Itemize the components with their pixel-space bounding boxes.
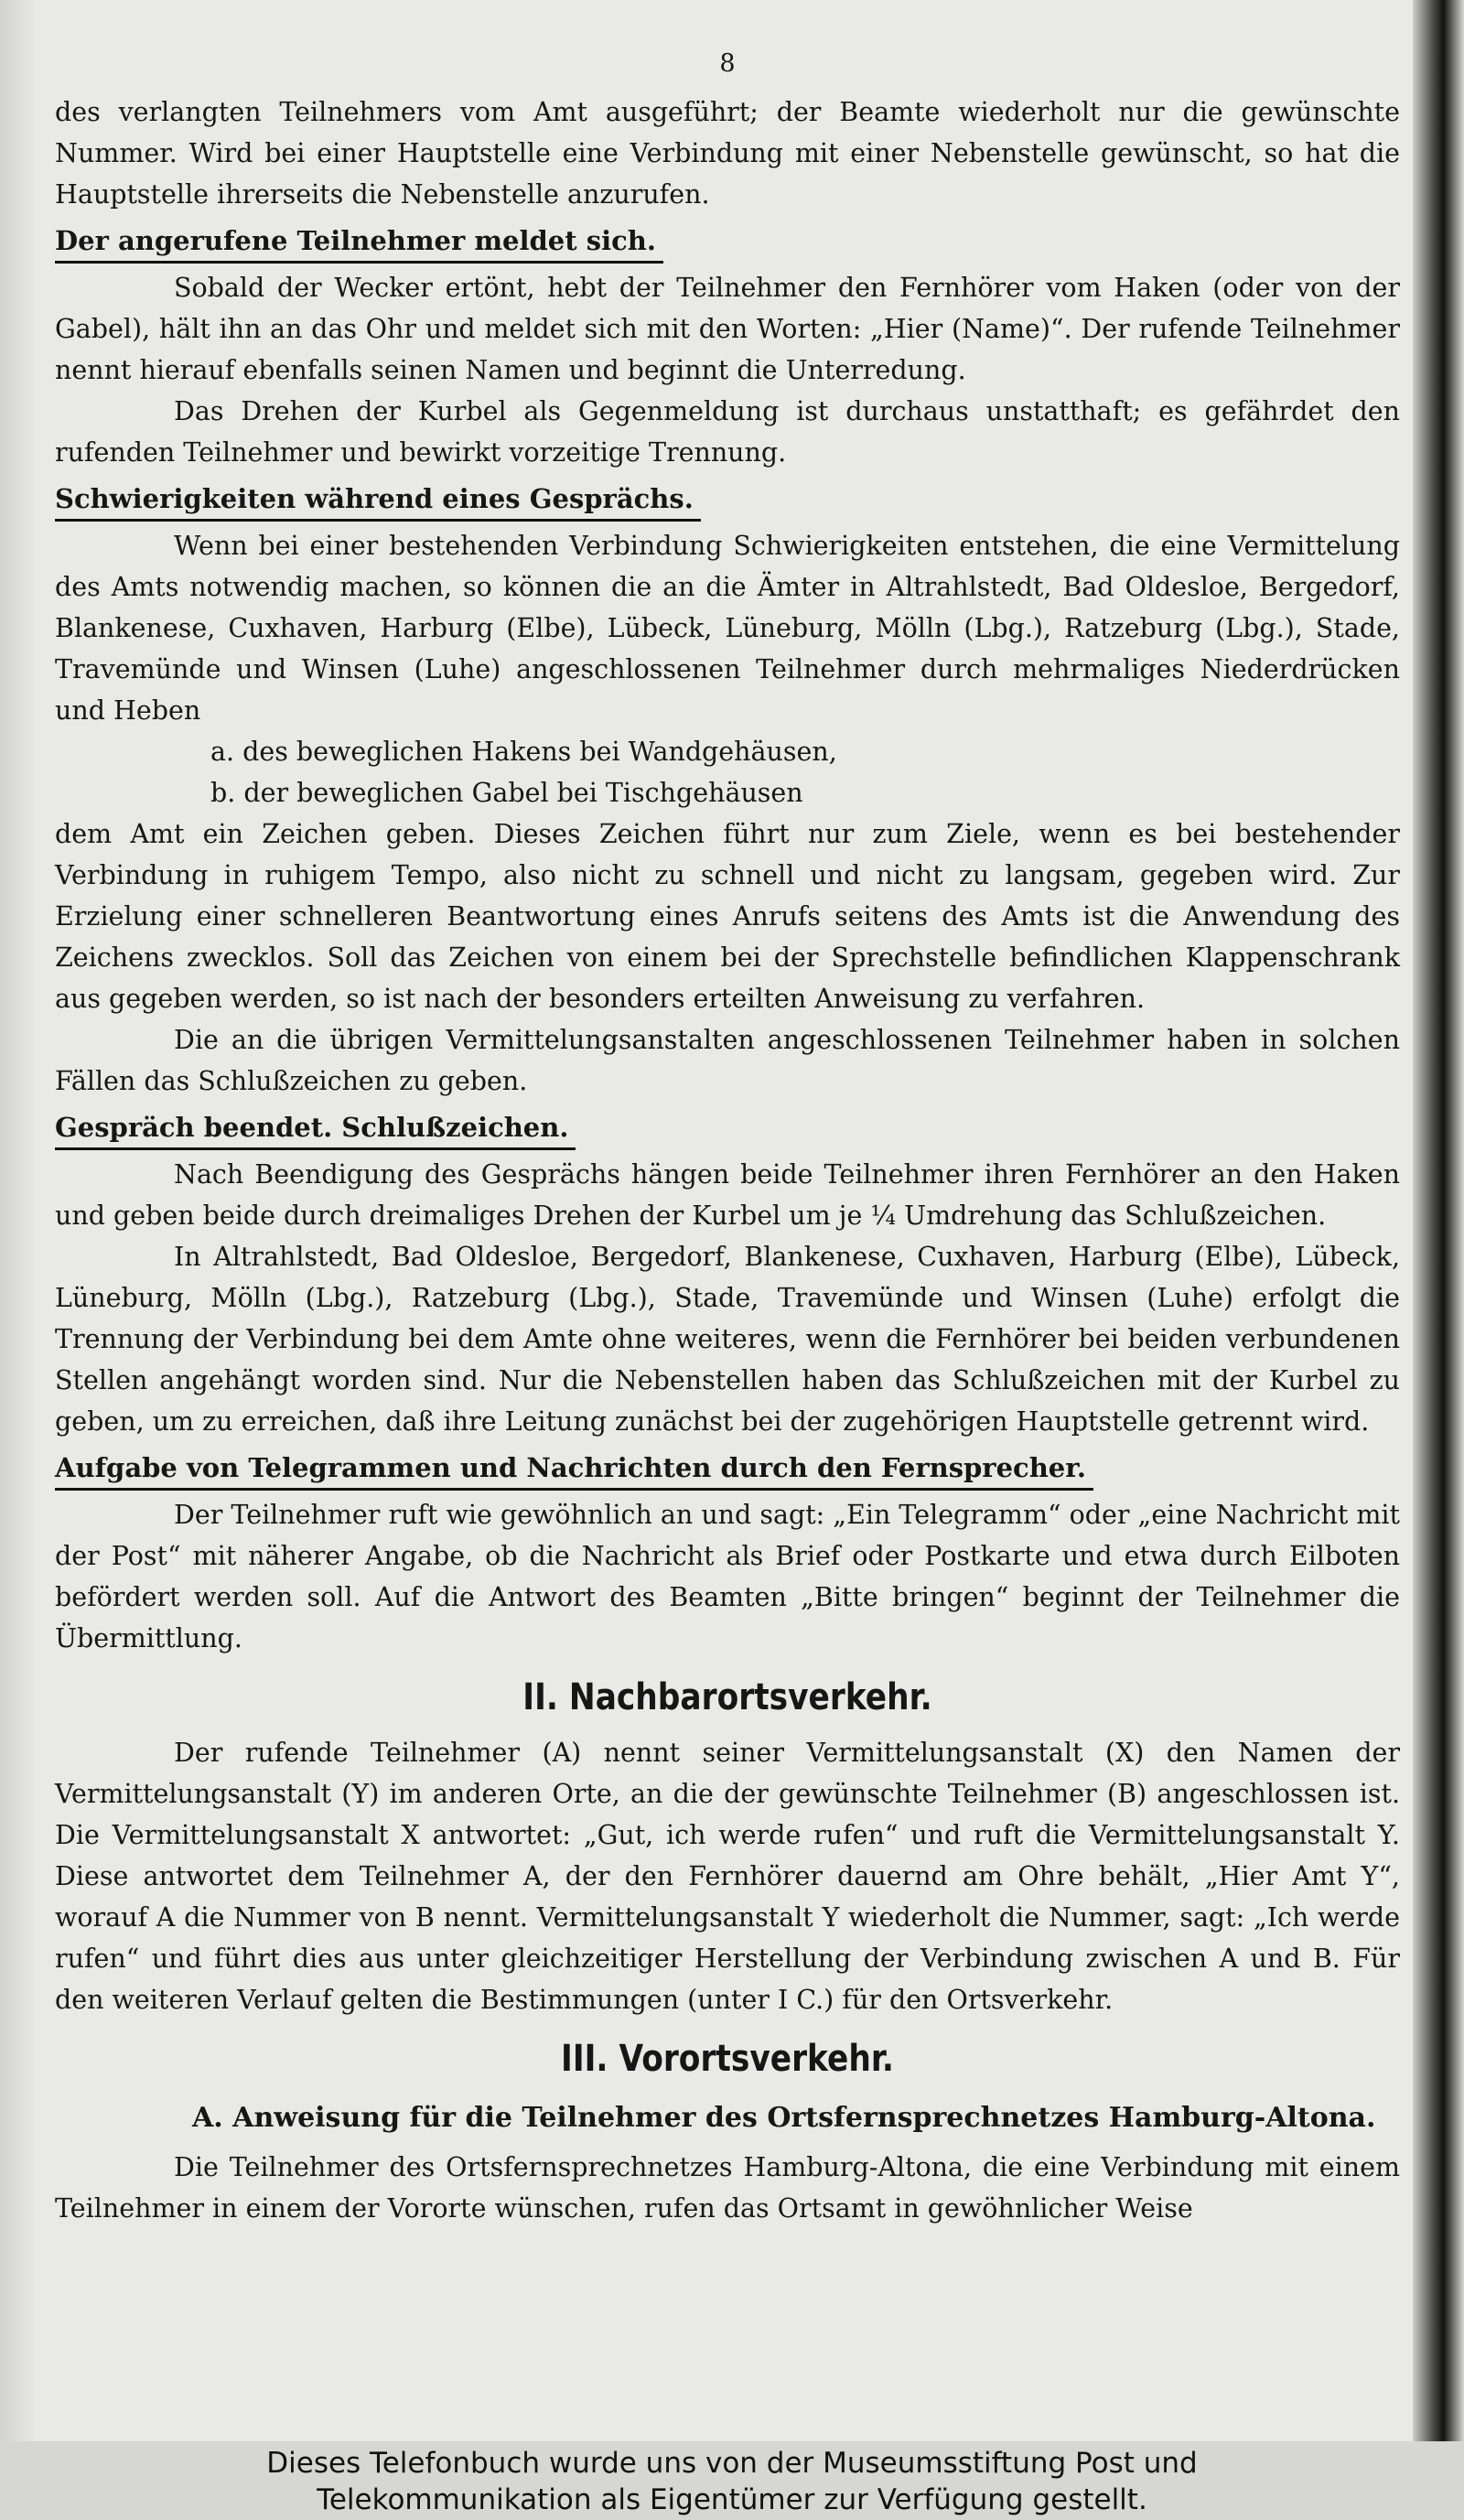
page-edge-shadow-right xyxy=(1413,0,1464,2441)
paragraph-beendet-1: Nach Beendigung des Gesprächs hängen beide Teilnehmer ihren Fernhörer an den Haken und geben beide durch dreimaliges Drehen der Kurbel um je ¼ Umdrehung das Schlußzeichen. xyxy=(55,1159,1400,1231)
subsection-title-anweisung: A. Anweisung für die Teilnehmer des Ortsfernsprechnetzes Hamburg-Altona. xyxy=(192,2102,1376,2134)
heading-teilnehmer-meldet-sich: Der angerufene Teilnehmer meldet sich. xyxy=(55,221,663,264)
paragraph-intro: des verlangten Teilnehmers vom Amt ausgeführt; der Beamte wiederholt nur die gewünschte Nummer. Wird bei einer Hauptstelle eine Verbindung mit einer Nebenstelle gewünscht, so hat die Hauptstelle ihrerseits die Nebenstelle anzurufen. xyxy=(55,97,1400,210)
heading-telegramme: Aufgabe von Telegrammen und Nachrichten durch den Fernsprecher. xyxy=(55,1448,1093,1491)
paragraph-schwierigkeiten-1: Wenn bei einer bestehenden Verbindung Schwierigkeiten entstehen, die eine Vermittelung des Amts notwendig machen, so können die an die Ämter in Altrahlstedt, Bad Oldesloe, Bergedorf, Blankenese, Cuxhaven, Harburg (Elbe), Lübeck, Lüneburg, Mölln (Lbg.), Ratzeburg (Lbg.), Stade, Travemünde und Winsen (Luhe) angeschlossenen Teilnehmer durch mehrmaliges Niederdrücken und Heben xyxy=(55,531,1400,726)
paragraph-meldet-1: Sobald der Wecker ertönt, hebt der Teilnehmer den Fernhörer vom Haken (oder von der Gabel), hält ihn an das Ohr und meldet sich mit den Worten: „Hier (Name)“. Der rufende Teilnehmer nennt hierauf ebenfalls seinen Namen und beginnt die Unterredung. xyxy=(55,273,1400,385)
paragraph-beendet-2: In Altrahlstedt, Bad Oldesloe, Bergedorf, Blankenese, Cuxhaven, Harburg (Elbe), Lübeck, Lüneburg, Mölln (Lbg.), Ratzeburg (Lbg.), Stade, Travemünde und Winsen (Luhe) erfolgt die Trennung der Verbindung bei dem Amte ohne weiteres, wenn die Fernhörer bei beiden verbundenen Stellen angehängt worden sind. Nur die Nebenstellen haben das Schlußzeichen mit der Kurbel zu geben, um zu erreichen, daß ihre Leitung zunächst bei der zugehörigen Hauptstelle getrennt wird. xyxy=(55,1242,1400,1437)
paragraph-meldet-2: Das Drehen der Kurbel als Gegenmeldung ist durchaus unstatthaft; es gefährdet den rufenden Teilnehmer und bewirkt vorzeitige Trennung. xyxy=(55,396,1400,468)
page-number: 8 xyxy=(719,49,736,78)
section-title-vorortsverkehr: III. Vorortsverkehr. xyxy=(561,2038,894,2080)
paragraph-anweisung: Die Teilnehmer des Ortsfernsprechnetzes Hamburg-Altona, die eine Verbindung mit einem Teilnehmer in einem der Vororte wünschen, rufen das Ortsamt in gewöhnlicher Weise xyxy=(55,2152,1400,2224)
list-item-a: a. des beweglichen Hakens bei Wandgehäusen, xyxy=(210,737,837,767)
list-item-b: b. der beweglichen Gabel bei Tischgehäusen xyxy=(210,778,803,808)
footer-line-2: Telekommunikation als Eigentümer zur Verfügung gestellt. xyxy=(317,2483,1147,2516)
heading-gespraech-beendet: Gespräch beendet. Schlußzeichen. xyxy=(55,1107,576,1150)
section-title-nachbarortsverkehr: II. Nachbarortsverkehr. xyxy=(522,1676,932,1718)
paragraph-nachbarortsverkehr: Der rufende Teilnehmer (A) nennt seiner Vermittelungsanstalt (X) den Namen der Vermittelungsanstalt (Y) im anderen Orte, an die der gewünschte Teilnehmer (B) angeschlossen ist. Die Vermittelungsanstalt X antwortet: „Gut, ich werde rufen“ und ruft die Vermittelungsanstalt Y. Diese antwortet dem Teilnehmer A, der den Fernhörer dauernd am Ohre behält, „Hier Amt Y“, worauf A die Nummer von B nennt. Vermittelungsanstalt Y wiederholt die Nummer, sagt: „Ich werde rufen“ und führt dies aus unter gleichzeitiger Herstellung der Verbindung zwischen A und B. Für den weiteren Verlauf gelten die Bestimmungen (unter I C.) für den Ortsverkehr. xyxy=(55,1738,1400,2015)
footer-line-1: Dieses Telefonbuch wurde uns von der Museumsstiftung Post und xyxy=(266,2447,1198,2480)
page-edge-shadow-left xyxy=(0,0,37,2441)
provenance-footer xyxy=(0,2441,1464,2520)
heading-schwierigkeiten: Schwierigkeiten während eines Gesprächs. xyxy=(55,479,701,522)
paragraph-telegramme: Der Teilnehmer ruft wie gewöhnlich an und sagt: „Ein Telegramm“ oder „eine Nachricht mit der Post“ mit näherer Angabe, ob die Nachricht als Brief oder Postkarte und etwa durch Eilboten befördert werden soll. Auf die Antwort des Beamten „Bitte bringen“ beginnt der Teilnehmer die Übermittlung. xyxy=(55,1500,1400,1653)
page-content xyxy=(55,46,1400,2229)
paragraph-schwierigkeiten-2: dem Amt ein Zeichen geben. Dieses Zeichen führt nur zum Ziele, wenn es bei bestehender Verbindung in ruhigem Tempo, also nicht zu schnell und nicht zu langsam, gegeben wird. Zur Erzielung einer schnelleren Beantwortung eines Anrufs seitens des Amts ist die Anwendung des Zeichens zwecklos. Soll das Zeichen von einem bei der Sprechstelle befindlichen Klappenschrank aus gegeben werden, so ist nach der besonders erteilten Anweisung zu verfahren. xyxy=(55,819,1400,1014)
paragraph-schwierigkeiten-3: Die an die übrigen Vermittelungsanstalten angeschlossenen Teilnehmer haben in solchen Fällen das Schlußzeichen zu geben. xyxy=(55,1025,1400,1096)
